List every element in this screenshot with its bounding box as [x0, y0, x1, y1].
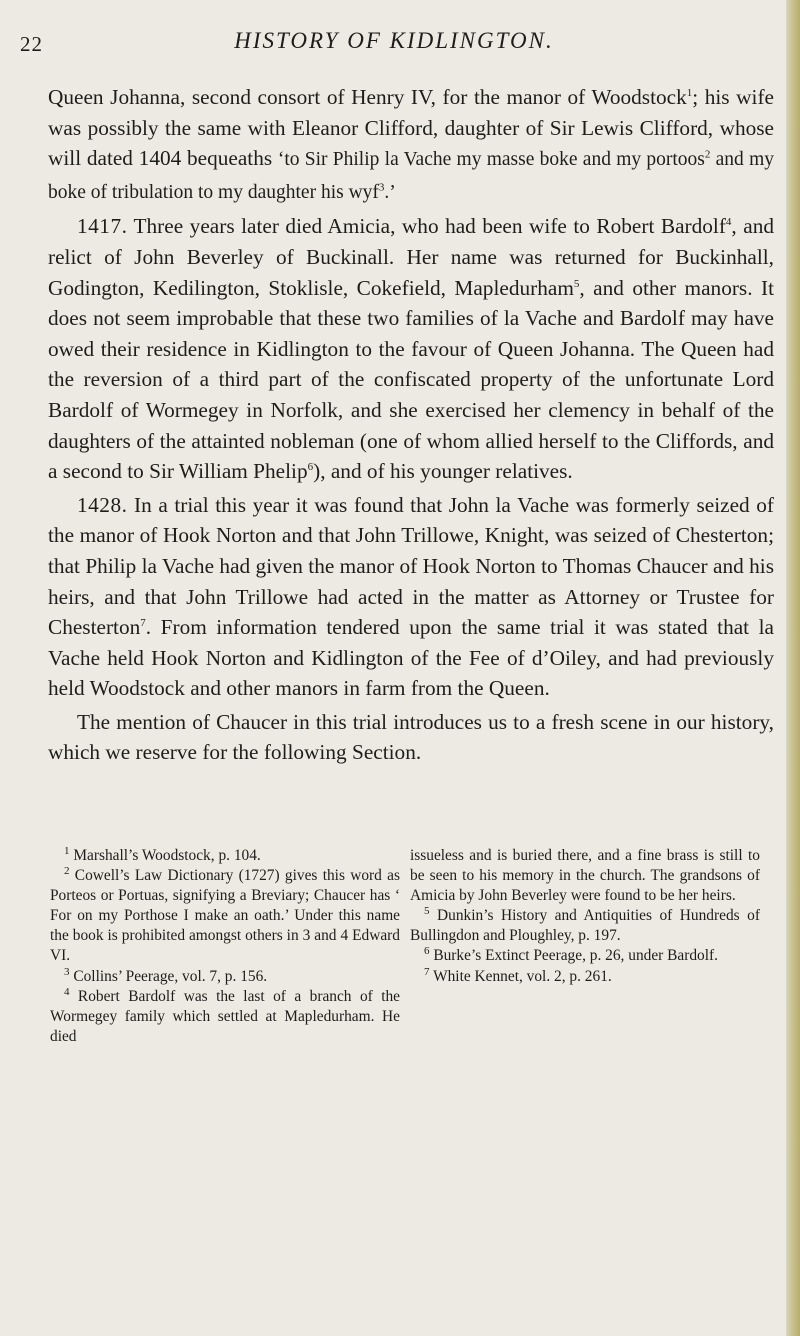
footnote-3: $^3$ Collins’ Peerage, vol. 7, p. 156. [64, 965, 268, 985]
footnotes-right-column [410, 846, 760, 1047]
paragraph-1428: 1428. In a trial this year it was found that John la Vache was formerly seized of the manor of Hook Norton and that John Trillowe, Knight, was seized of Chesterton; that Philip la Vache had given the manor of Hook Norton to Thomas Chaucer and his heirs, and that John Trillowe had acted in the matter as Attorney or Trustee for Chesterton$^7$. From information tendered upon the same trial it was stated that la Vache held Hook Norton and Kidlington of the Fee of d’Oiley, and had previously held Woodstock and other manors in farm from the Queen. [48, 492, 774, 701]
footnote-5: $^5$ Dunkin’s History and Antiquities of Hundreds of Bullingdon and Ploughley, p. 197. [410, 905, 760, 945]
page-edge [786, 0, 800, 1336]
footnote-ref: 5 [573, 277, 580, 290]
body-text [48, 82, 774, 768]
footnote-4-continued: issueless and is buried there, and a fine brass is still to be seen to his memory in the church. The grandsons of Amicia by John Beverley were found to be her heirs. [410, 847, 760, 905]
footnote-ref: 2 [704, 148, 711, 161]
page-number: 22 [20, 32, 43, 56]
paragraph-chaucer: The mention of Chaucer in this trial introduces us to a fresh scene in our history, which we reserve for the following Section. [48, 709, 774, 765]
footnote-ref: 3 [378, 181, 385, 194]
paragraph-johanna: Queen Johanna, second consort of Henry IV, for the manor of Woodstock$^1$; his wife was possibly the same with Eleanor Clifford, daughter of Sir Lewis Clifford, whose will dated 1404 bequeaths ‘to Sir Philip la Vache my masse boke and my portoos$^2$ and my boke of tribulation to my daughter his wyf$^3$.’ [48, 85, 775, 203]
footnote-7: $^7$ White Kennet, vol. 2, p. 261. [424, 965, 612, 985]
footnote-ref: 1 [686, 86, 693, 99]
footnote-ref: 7 [140, 617, 146, 629]
footnote-ref: 6 [307, 461, 314, 474]
footnotes-left-column [50, 846, 400, 1047]
will-quote: ‘to Sir Philip la Vache my masse boke and my portoos$^2$ and my boke of tribulation to my daughter his wyf$^3$.’ [48, 148, 774, 203]
footnote-6: $^6$ Burke’s Extinct Peerage, p. 26, under Bardolf. [424, 945, 718, 965]
footnotes [50, 846, 760, 1047]
year-label: 1417. [77, 214, 128, 239]
footnote-ref: 4 [725, 216, 732, 229]
footnote-4: $^4$ Robert Bardolf was the last of a branch of the Wormegey family which settled at Mapledurham. He died [50, 985, 400, 1045]
footnote-2: $^2$ Cowell’s Law Dictionary (1727) gives this word as Porteos or Portuas, signifying a Breviary; Chaucer has ‘ For on my Porthose I make an oath.’ Under this name the book is prohibited amongst others in 3 and 4 Edward VI. [50, 864, 400, 965]
year-label: 1428. [77, 492, 128, 517]
page-header [0, 26, 788, 62]
running-title: HISTORY OF KIDLINGTON. [234, 28, 554, 53]
paragraph-1417: 1417. Three years later died Amicia, who had been wife to Robert Bardolf$^4$, and relict of John Beverley of Buckinall. Her name was returned for Buckinhall, Godington, Kedilington, Stoklisle, Cokefield, Mapledurham$^5$, and other manors. It does not seem improbable that these two families of la Vache and Bardolf may have owed their residence in Kidlington to the favour of Queen Johanna. The Queen had the reversion of a third part of the confiscated property of the unfortunate Lord Bardolf of Wormegey in Norfolk, and she exercised her clemency in behalf of the daughters of the attainted nobleman (one of whom allied herself to the Cliffords, and a second to Sir William Phelip$^6$), and of his younger relatives. [48, 214, 774, 484]
footnote-1: $^1$ Marshall’s Woodstock, p. 104. [64, 844, 261, 864]
